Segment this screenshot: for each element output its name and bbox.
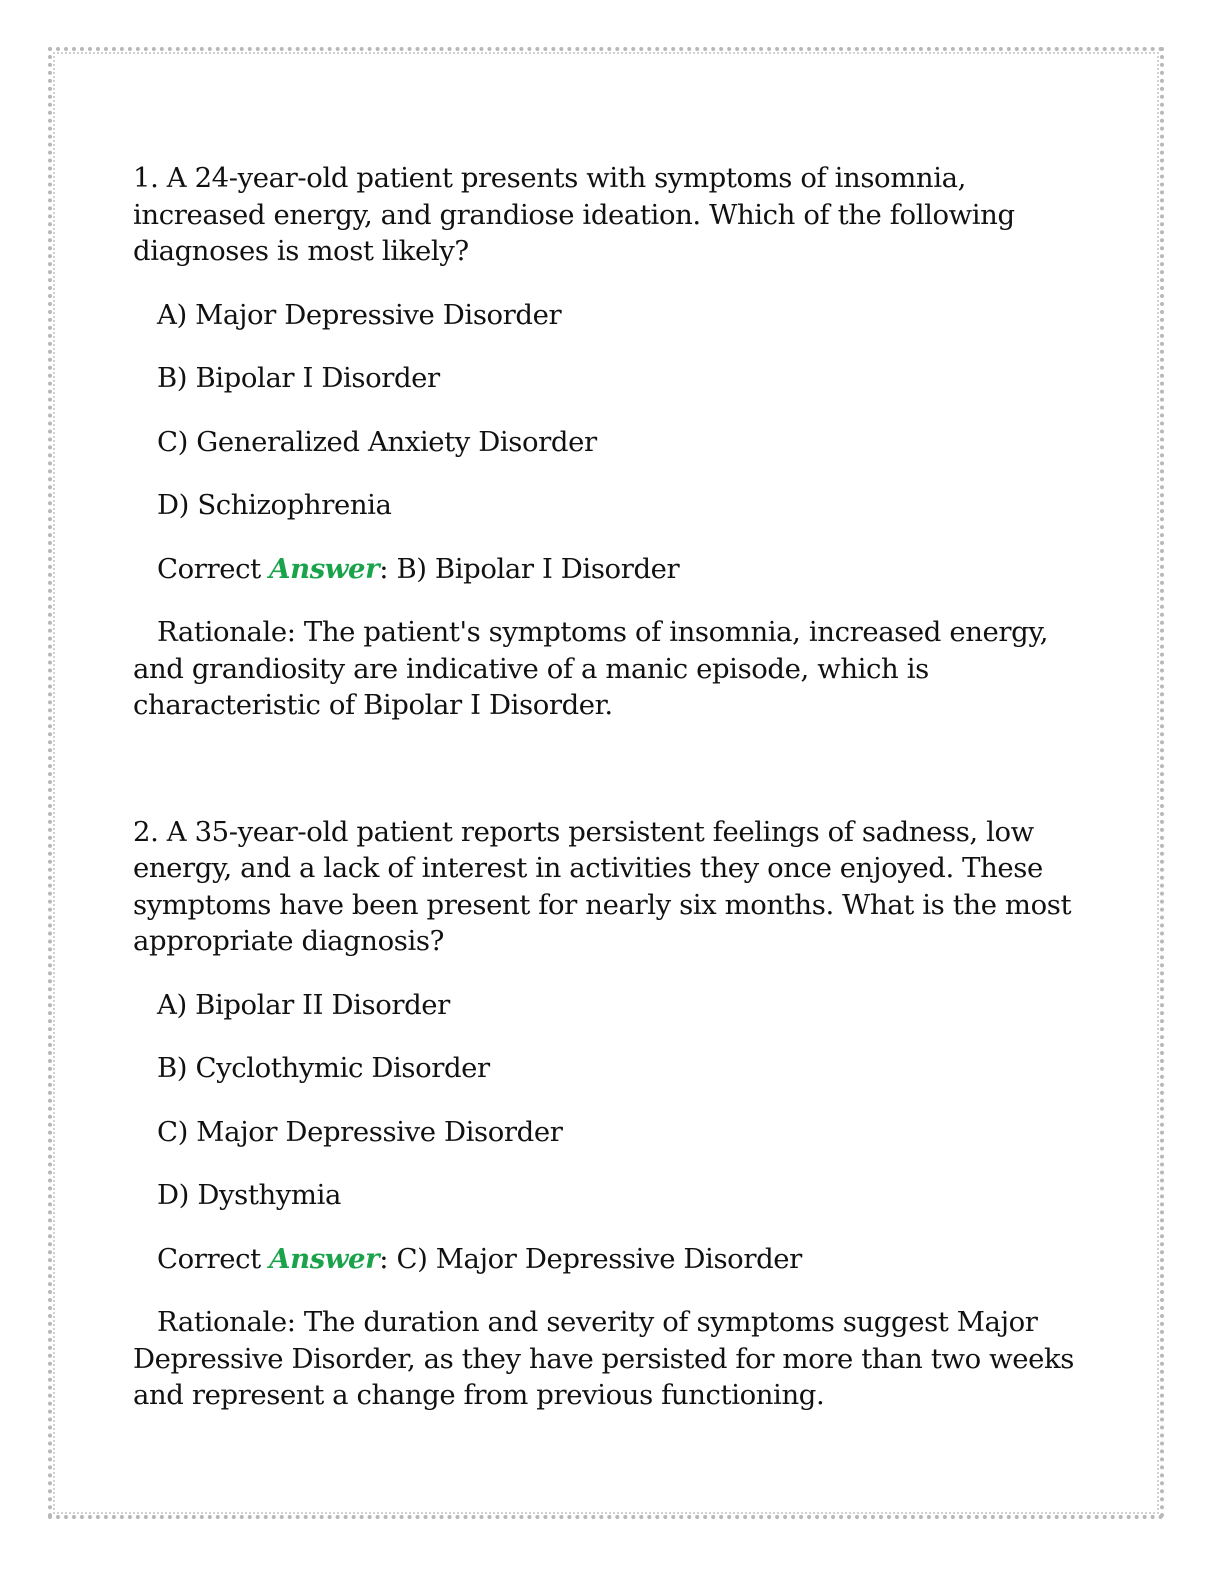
option-d: D) Schizophrenia — [157, 489, 392, 521]
question-stem: 1. A 24-year-old patient presents with symptoms of insomnia, increased energy, and grandiose ideation. Which of the following diagnoses is most likely? — [133, 162, 1015, 267]
question-1 — [133, 160, 1093, 724]
answer-word: Answer — [269, 1242, 380, 1275]
correct-prefix: Correct — [157, 552, 270, 585]
correct-answer — [133, 551, 1093, 588]
question-stem: 2. A 35-year-old patient reports persistent feelings of sadness, low energy, and a lack of interest in activities they once enjoyed. These symptoms have been present for nearly six months. What is the most appropriate diagnosis? — [133, 815, 1072, 957]
document-body — [133, 160, 1093, 1414]
option-a: A) Major Depressive Disorder — [157, 298, 562, 331]
option-c: C) Major Depressive Disorder — [157, 1115, 563, 1148]
rationale: Rationale: The patient's symptoms of insomnia, increased energy, and grandiosity are indicative of a manic episode, which is characteristic of Bipolar I Disorder. — [133, 616, 1049, 721]
correct-prefix: Correct — [157, 1242, 270, 1275]
rationale: Rationale: The duration and severity of symptoms suggest Major Depressive Disorder, as they have persisted for more than two weeks and represent a change from previous functioning. — [133, 1306, 1074, 1411]
option-b: B) Bipolar I Disorder — [157, 362, 440, 394]
answer-text: : C) Major Depressive Disorder — [379, 1242, 802, 1275]
option-c: C) Generalized Anxiety Disorder — [157, 425, 597, 458]
question-2 — [133, 814, 1093, 1414]
answer-word: Answer — [269, 552, 380, 585]
answer-text: : B) Bipolar I Disorder — [379, 552, 680, 585]
correct-answer — [133, 1241, 1093, 1278]
option-b: B) Cyclothymic Disorder — [157, 1052, 490, 1084]
option-d: D) Dysthymia — [157, 1179, 341, 1211]
option-a: A) Bipolar II Disorder — [157, 988, 450, 1021]
